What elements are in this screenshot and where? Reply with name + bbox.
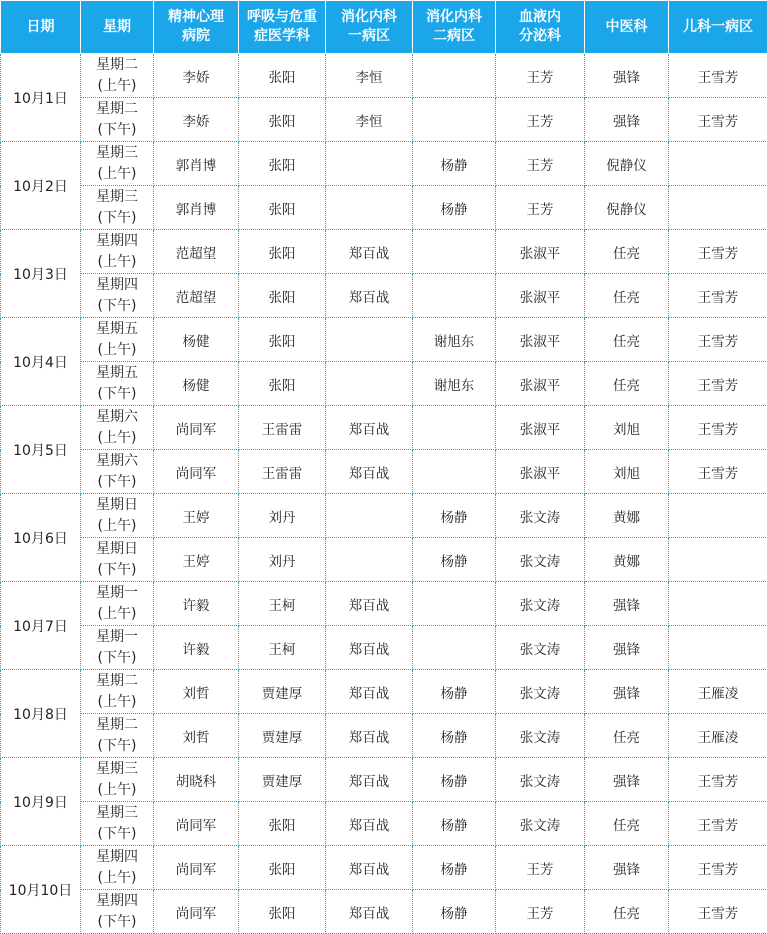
doctor-cell-tcm: 任亮 xyxy=(585,274,669,318)
doctor-cell-hematology-endocrine: 王芳 xyxy=(496,142,585,186)
doctor-cell-respiratory: 王柯 xyxy=(239,582,326,626)
header-tcm: 中医科 xyxy=(585,1,669,54)
doctor-cell-respiratory: 王雷雷 xyxy=(239,450,326,494)
table-row xyxy=(1,846,767,890)
doctor-cell-respiratory: 张阳 xyxy=(239,318,326,362)
table-row xyxy=(1,406,767,450)
doctor-cell-gastro-2 xyxy=(413,230,496,274)
header-hematology-endocrine: 血液内 分泌科 xyxy=(496,1,585,54)
doctor-cell-psychiatry: 刘哲 xyxy=(154,714,239,758)
doctor-cell-gastro-1 xyxy=(326,494,413,538)
doctor-cell-hematology-endocrine: 张文涛 xyxy=(496,714,585,758)
header-gastro-1: 消化内科 一病区 xyxy=(326,1,413,54)
doctor-cell-gastro-1 xyxy=(326,186,413,230)
weekday-cell: 星期五 (上午) xyxy=(81,318,154,362)
doctor-cell-pediatrics-1 xyxy=(669,538,767,582)
doctor-cell-gastro-2 xyxy=(413,274,496,318)
doctor-cell-hematology-endocrine: 张淑平 xyxy=(496,230,585,274)
weekday-cell: 星期四 (下午) xyxy=(81,890,154,934)
doctor-cell-psychiatry: 胡晓科 xyxy=(154,758,239,802)
doctor-cell-psychiatry: 许毅 xyxy=(154,582,239,626)
doctor-cell-psychiatry: 许毅 xyxy=(154,626,239,670)
doctor-cell-gastro-1: 郑百战 xyxy=(326,846,413,890)
doctor-cell-hematology-endocrine: 王芳 xyxy=(496,186,585,230)
doctor-cell-respiratory: 张阳 xyxy=(239,98,326,142)
weekday-cell: 星期二 (上午) xyxy=(81,670,154,714)
doctor-cell-respiratory: 贾建厚 xyxy=(239,758,326,802)
table-row xyxy=(1,142,767,186)
doctor-cell-gastro-2: 杨静 xyxy=(413,538,496,582)
header-psychiatry: 精神心理 病院 xyxy=(154,1,239,54)
doctor-cell-pediatrics-1 xyxy=(669,186,767,230)
date-cell: 10月5日 xyxy=(1,406,81,494)
doctor-cell-tcm: 黄娜 xyxy=(585,494,669,538)
doctor-cell-gastro-2: 谢旭东 xyxy=(413,318,496,362)
doctor-cell-gastro-2: 杨静 xyxy=(413,494,496,538)
weekday-cell: 星期三 (上午) xyxy=(81,142,154,186)
doctor-cell-gastro-2: 谢旭东 xyxy=(413,362,496,406)
doctor-cell-pediatrics-1 xyxy=(669,582,767,626)
table-row xyxy=(1,890,767,934)
doctor-cell-tcm: 任亮 xyxy=(585,714,669,758)
doctor-cell-psychiatry: 尚同军 xyxy=(154,802,239,846)
doctor-cell-gastro-2 xyxy=(413,626,496,670)
doctor-cell-respiratory: 王雷雷 xyxy=(239,406,326,450)
doctor-cell-tcm: 任亮 xyxy=(585,802,669,846)
doctor-cell-gastro-2 xyxy=(413,582,496,626)
date-cell: 10月6日 xyxy=(1,494,81,582)
doctor-cell-gastro-1: 郑百战 xyxy=(326,714,413,758)
doctor-cell-hematology-endocrine: 王芳 xyxy=(496,890,585,934)
doctor-cell-pediatrics-1: 王雪芳 xyxy=(669,890,767,934)
doctor-cell-gastro-1 xyxy=(326,538,413,582)
weekday-cell: 星期五 (下午) xyxy=(81,362,154,406)
doctor-cell-gastro-1: 郑百战 xyxy=(326,670,413,714)
doctor-cell-hematology-endocrine: 张淑平 xyxy=(496,274,585,318)
weekday-cell: 星期四 (上午) xyxy=(81,846,154,890)
header-row xyxy=(1,1,767,54)
doctor-cell-respiratory: 贾建厚 xyxy=(239,714,326,758)
doctor-cell-psychiatry: 李娇 xyxy=(154,98,239,142)
weekday-cell: 星期三 (下午) xyxy=(81,802,154,846)
date-cell: 10月10日 xyxy=(1,846,81,934)
doctor-cell-respiratory: 贾建厚 xyxy=(239,670,326,714)
header-respiratory: 呼吸与危重 症医学科 xyxy=(239,1,326,54)
table-row xyxy=(1,186,767,230)
doctor-cell-pediatrics-1: 王雪芳 xyxy=(669,362,767,406)
doctor-cell-gastro-1 xyxy=(326,142,413,186)
doctor-cell-gastro-1: 郑百战 xyxy=(326,582,413,626)
doctor-cell-gastro-1: 李恒 xyxy=(326,98,413,142)
doctor-cell-gastro-2: 杨静 xyxy=(413,670,496,714)
doctor-cell-pediatrics-1: 王雪芳 xyxy=(669,802,767,846)
doctor-cell-gastro-1: 郑百战 xyxy=(326,274,413,318)
doctor-cell-pediatrics-1: 王雁凌 xyxy=(669,714,767,758)
table-row xyxy=(1,758,767,802)
doctor-cell-tcm: 强锋 xyxy=(585,582,669,626)
doctor-cell-hematology-endocrine: 张文涛 xyxy=(496,538,585,582)
doctor-cell-psychiatry: 杨健 xyxy=(154,318,239,362)
doctor-cell-hematology-endocrine: 王芳 xyxy=(496,846,585,890)
doctor-cell-respiratory: 张阳 xyxy=(239,890,326,934)
weekday-cell: 星期二 (下午) xyxy=(81,714,154,758)
doctor-cell-respiratory: 张阳 xyxy=(239,362,326,406)
doctor-cell-respiratory: 王柯 xyxy=(239,626,326,670)
doctor-cell-hematology-endocrine: 张淑平 xyxy=(496,406,585,450)
doctor-cell-gastro-1: 李恒 xyxy=(326,54,413,98)
doctor-cell-hematology-endocrine: 张淑平 xyxy=(496,318,585,362)
doctor-cell-gastro-1 xyxy=(326,362,413,406)
weekday-cell: 星期六 (下午) xyxy=(81,450,154,494)
doctor-cell-respiratory: 刘丹 xyxy=(239,494,326,538)
table-row xyxy=(1,274,767,318)
doctor-cell-pediatrics-1: 王雁凌 xyxy=(669,670,767,714)
table-row xyxy=(1,98,767,142)
doctor-cell-tcm: 黄娜 xyxy=(585,538,669,582)
doctor-cell-respiratory: 张阳 xyxy=(239,274,326,318)
doctor-cell-psychiatry: 范超望 xyxy=(154,230,239,274)
weekday-cell: 星期六 (上午) xyxy=(81,406,154,450)
doctor-cell-gastro-1 xyxy=(326,318,413,362)
doctor-cell-respiratory: 张阳 xyxy=(239,230,326,274)
doctor-cell-gastro-1: 郑百战 xyxy=(326,802,413,846)
doctor-cell-pediatrics-1: 王雪芳 xyxy=(669,758,767,802)
table-row xyxy=(1,582,767,626)
doctor-cell-tcm: 倪静仪 xyxy=(585,186,669,230)
doctor-cell-psychiatry: 杨健 xyxy=(154,362,239,406)
doctor-cell-psychiatry: 尚同军 xyxy=(154,846,239,890)
doctor-cell-hematology-endocrine: 张文涛 xyxy=(496,670,585,714)
doctor-cell-tcm: 刘旭 xyxy=(585,450,669,494)
doctor-cell-tcm: 刘旭 xyxy=(585,406,669,450)
doctor-cell-pediatrics-1: 王雪芳 xyxy=(669,450,767,494)
doctor-cell-tcm: 强锋 xyxy=(585,626,669,670)
doctor-cell-psychiatry: 尚同军 xyxy=(154,450,239,494)
doctor-cell-pediatrics-1 xyxy=(669,142,767,186)
doctor-cell-gastro-2: 杨静 xyxy=(413,142,496,186)
doctor-cell-gastro-2 xyxy=(413,98,496,142)
doctor-cell-tcm: 任亮 xyxy=(585,230,669,274)
doctor-cell-pediatrics-1: 王雪芳 xyxy=(669,406,767,450)
doctor-cell-tcm: 强锋 xyxy=(585,846,669,890)
doctor-cell-hematology-endocrine: 张文涛 xyxy=(496,626,585,670)
doctor-cell-respiratory: 张阳 xyxy=(239,802,326,846)
header-gastro-2: 消化内科 二病区 xyxy=(413,1,496,54)
doctor-cell-tcm: 任亮 xyxy=(585,362,669,406)
schedule-body xyxy=(1,54,767,934)
doctor-cell-psychiatry: 王婷 xyxy=(154,538,239,582)
doctor-cell-tcm: 强锋 xyxy=(585,98,669,142)
date-cell: 10月7日 xyxy=(1,582,81,670)
weekday-cell: 星期四 (下午) xyxy=(81,274,154,318)
doctor-cell-gastro-1: 郑百战 xyxy=(326,890,413,934)
doctor-cell-gastro-1: 郑百战 xyxy=(326,626,413,670)
date-cell: 10月3日 xyxy=(1,230,81,318)
doctor-cell-gastro-1: 郑百战 xyxy=(326,758,413,802)
doctor-cell-psychiatry: 范超望 xyxy=(154,274,239,318)
table-row xyxy=(1,450,767,494)
doctor-cell-hematology-endocrine: 王芳 xyxy=(496,98,585,142)
doctor-cell-psychiatry: 王婷 xyxy=(154,494,239,538)
doctor-cell-gastro-1: 郑百战 xyxy=(326,450,413,494)
doctor-cell-respiratory: 张阳 xyxy=(239,54,326,98)
weekday-cell: 星期二 (下午) xyxy=(81,98,154,142)
doctor-cell-gastro-2: 杨静 xyxy=(413,758,496,802)
doctor-cell-pediatrics-1: 王雪芳 xyxy=(669,318,767,362)
doctor-cell-pediatrics-1: 王雪芳 xyxy=(669,98,767,142)
doctor-cell-pediatrics-1: 王雪芳 xyxy=(669,230,767,274)
header-date: 日期 xyxy=(1,1,81,54)
doctor-cell-psychiatry: 尚同军 xyxy=(154,890,239,934)
doctor-cell-hematology-endocrine: 王芳 xyxy=(496,54,585,98)
table-row xyxy=(1,318,767,362)
table-row xyxy=(1,494,767,538)
doctor-cell-pediatrics-1 xyxy=(669,626,767,670)
date-cell: 10月4日 xyxy=(1,318,81,406)
table-row xyxy=(1,362,767,406)
doctor-cell-psychiatry: 刘哲 xyxy=(154,670,239,714)
doctor-cell-gastro-2: 杨静 xyxy=(413,802,496,846)
date-cell: 10月1日 xyxy=(1,54,81,142)
doctor-cell-tcm: 任亮 xyxy=(585,318,669,362)
doctor-cell-psychiatry: 李娇 xyxy=(154,54,239,98)
doctor-cell-gastro-2: 杨静 xyxy=(413,186,496,230)
doctor-cell-tcm: 强锋 xyxy=(585,670,669,714)
doctor-cell-gastro-2: 杨静 xyxy=(413,846,496,890)
doctor-cell-gastro-2 xyxy=(413,450,496,494)
doctor-cell-gastro-2: 杨静 xyxy=(413,714,496,758)
table-row xyxy=(1,538,767,582)
date-cell: 10月2日 xyxy=(1,142,81,230)
doctor-cell-gastro-2 xyxy=(413,54,496,98)
doctor-cell-hematology-endocrine: 张文涛 xyxy=(496,582,585,626)
table-row xyxy=(1,626,767,670)
table-row xyxy=(1,670,767,714)
doctor-cell-pediatrics-1: 王雪芳 xyxy=(669,274,767,318)
table-row xyxy=(1,802,767,846)
doctor-cell-respiratory: 张阳 xyxy=(239,142,326,186)
weekday-cell: 星期三 (上午) xyxy=(81,758,154,802)
weekday-cell: 星期三 (下午) xyxy=(81,186,154,230)
doctor-cell-tcm: 任亮 xyxy=(585,890,669,934)
doctor-cell-respiratory: 张阳 xyxy=(239,846,326,890)
header-pediatrics-1: 儿科一病区 xyxy=(669,1,767,54)
doctor-cell-psychiatry: 尚同军 xyxy=(154,406,239,450)
doctor-cell-hematology-endocrine: 张文涛 xyxy=(496,802,585,846)
doctor-cell-pediatrics-1 xyxy=(669,494,767,538)
table-row xyxy=(1,54,767,98)
doctor-cell-tcm: 强锋 xyxy=(585,758,669,802)
table-row xyxy=(1,714,767,758)
doctor-cell-hematology-endocrine: 张文涛 xyxy=(496,758,585,802)
weekday-cell: 星期二 (上午) xyxy=(81,54,154,98)
weekday-cell: 星期一 (上午) xyxy=(81,582,154,626)
table-row xyxy=(1,230,767,274)
date-cell: 10月8日 xyxy=(1,670,81,758)
doctor-cell-gastro-1: 郑百战 xyxy=(326,230,413,274)
doctor-cell-hematology-endocrine: 张文涛 xyxy=(496,494,585,538)
doctor-cell-respiratory: 张阳 xyxy=(239,186,326,230)
doctor-cell-gastro-2: 杨静 xyxy=(413,890,496,934)
doctor-cell-pediatrics-1: 王雪芳 xyxy=(669,846,767,890)
doctor-cell-psychiatry: 郭肖博 xyxy=(154,186,239,230)
weekday-cell: 星期日 (下午) xyxy=(81,538,154,582)
date-cell: 10月9日 xyxy=(1,758,81,846)
doctor-cell-hematology-endocrine: 张淑平 xyxy=(496,362,585,406)
weekday-cell: 星期日 (上午) xyxy=(81,494,154,538)
header-weekday: 星期 xyxy=(81,1,154,54)
weekday-cell: 星期四 (上午) xyxy=(81,230,154,274)
doctor-cell-psychiatry: 郭肖博 xyxy=(154,142,239,186)
weekday-cell: 星期一 (下午) xyxy=(81,626,154,670)
doctor-cell-pediatrics-1: 王雪芳 xyxy=(669,54,767,98)
doctor-cell-hematology-endocrine: 张淑平 xyxy=(496,450,585,494)
doctor-cell-tcm: 强锋 xyxy=(585,54,669,98)
doctor-cell-respiratory: 刘丹 xyxy=(239,538,326,582)
doctor-cell-gastro-1: 郑百战 xyxy=(326,406,413,450)
doctor-cell-gastro-2 xyxy=(413,406,496,450)
doctor-cell-tcm: 倪静仪 xyxy=(585,142,669,186)
